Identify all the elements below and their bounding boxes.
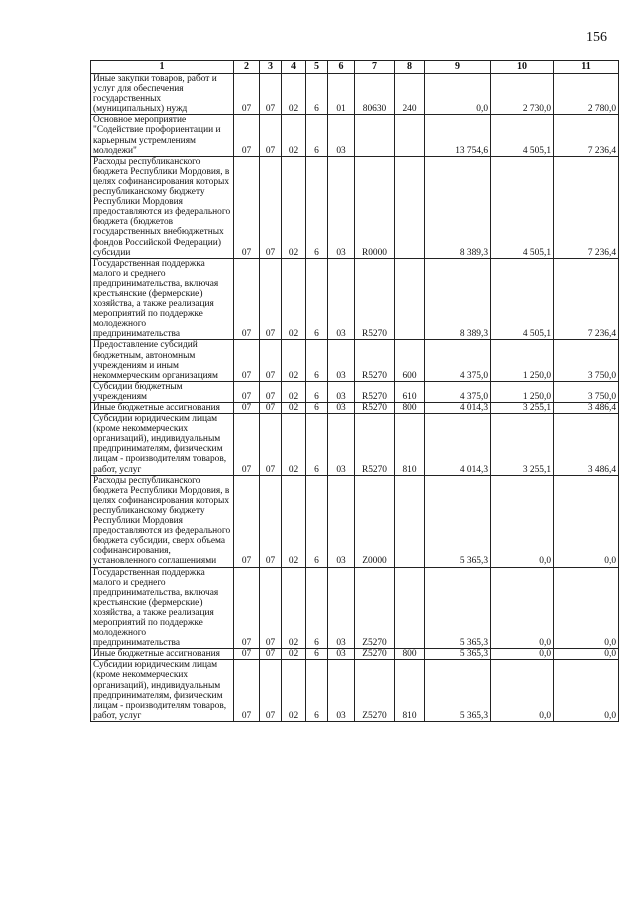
code-7-cell <box>355 115 395 156</box>
code-6-cell: 03 <box>328 115 355 156</box>
value-11-cell: 0,0 <box>554 475 619 567</box>
value-10-cell: 1 250,0 <box>491 340 554 381</box>
code-6-cell: 03 <box>328 340 355 381</box>
value-9-cell: 0,0 <box>425 74 491 115</box>
code-7-cell: Z0000 <box>355 475 395 567</box>
table-row <box>91 475 619 567</box>
value-11-cell: 3 486,4 <box>554 414 619 476</box>
code-8-cell <box>395 475 425 567</box>
code-3-cell: 07 <box>260 381 282 402</box>
value-11-cell: 3 750,0 <box>554 381 619 402</box>
code-3-cell: 07 <box>260 340 282 381</box>
code-5-cell: 6 <box>306 475 328 567</box>
code-7-cell: R5270 <box>355 381 395 402</box>
code-7-cell: 80630 <box>355 74 395 115</box>
code-5-cell: 6 <box>306 115 328 156</box>
value-10-cell: 0,0 <box>491 649 554 660</box>
code-8-cell <box>395 258 425 340</box>
code-6-cell: 03 <box>328 414 355 476</box>
code-3-cell: 07 <box>260 74 282 115</box>
value-10-cell: 0,0 <box>491 660 554 722</box>
code-8-cell: 610 <box>395 381 425 402</box>
code-3-cell: 07 <box>260 660 282 722</box>
code-5-cell: 6 <box>306 340 328 381</box>
header-cell: 8 <box>395 61 425 74</box>
value-10-cell: 4 505,1 <box>491 115 554 156</box>
value-10-cell: 0,0 <box>491 475 554 567</box>
page-number: 156 <box>586 30 607 45</box>
code-2-cell: 07 <box>234 340 260 381</box>
table-row <box>91 381 619 402</box>
table-row <box>91 414 619 476</box>
header-cell: 4 <box>282 61 306 74</box>
value-11-cell: 7 236,4 <box>554 156 619 258</box>
value-11-cell: 2 780,0 <box>554 74 619 115</box>
header-cell: 7 <box>355 61 395 74</box>
code-3-cell: 07 <box>260 258 282 340</box>
row-name-cell: Государственная поддержка малого и среднего предпринимательства, включая крестьянские (фермерские) хозяйства, а также реализация мероприятий по поддержке молодежного предпринимательства <box>91 258 234 340</box>
row-name-cell: Иные бюджетные ассигнования <box>91 649 234 660</box>
code-3-cell: 07 <box>260 156 282 258</box>
table-row <box>91 258 619 340</box>
code-6-cell: 03 <box>328 649 355 660</box>
value-9-cell: 4 375,0 <box>425 340 491 381</box>
row-name-cell: Расходы республиканского бюджета Республики Мордовия, в целях софинансирования которых республиканскому бюджету Республики Мордовия предоставляются из федерального бюджета (бюджетов государственных внебюджетных фондов Российской Федерации) субсидии <box>91 156 234 258</box>
code-4-cell: 02 <box>282 258 306 340</box>
value-9-cell: 5 365,3 <box>425 660 491 722</box>
code-3-cell: 07 <box>260 567 282 649</box>
code-7-cell: Z5270 <box>355 649 395 660</box>
value-10-cell: 0,0 <box>491 567 554 649</box>
code-5-cell: 6 <box>306 403 328 414</box>
table-row <box>91 115 619 156</box>
code-7-cell: Z5270 <box>355 567 395 649</box>
value-11-cell: 3 750,0 <box>554 340 619 381</box>
row-name-cell: Иные закупки товаров, работ и услуг для обеспечения государственных (муниципальных) нужд <box>91 74 234 115</box>
value-11-cell: 0,0 <box>554 649 619 660</box>
value-9-cell: 4 014,3 <box>425 414 491 476</box>
code-6-cell: 03 <box>328 258 355 340</box>
header-row <box>91 61 619 74</box>
code-7-cell: R5270 <box>355 403 395 414</box>
value-9-cell: 8 389,3 <box>425 258 491 340</box>
header-cell: 3 <box>260 61 282 74</box>
code-3-cell: 07 <box>260 403 282 414</box>
code-2-cell: 07 <box>234 381 260 402</box>
code-8-cell: 810 <box>395 414 425 476</box>
code-3-cell: 07 <box>260 649 282 660</box>
code-2-cell: 07 <box>234 258 260 340</box>
code-2-cell: 07 <box>234 414 260 476</box>
row-name-cell: Субсидии юридическим лицам (кроме некоммерческих организаций), индивидуальным предпринимателям, физическим лицам - производителям товаров, работ, услуг <box>91 660 234 722</box>
table-row <box>91 649 619 660</box>
value-9-cell: 5 365,3 <box>425 475 491 567</box>
code-6-cell: 03 <box>328 156 355 258</box>
code-8-cell: 600 <box>395 340 425 381</box>
value-9-cell: 5 365,3 <box>425 649 491 660</box>
code-8-cell <box>395 156 425 258</box>
table-row <box>91 74 619 115</box>
code-6-cell: 03 <box>328 475 355 567</box>
code-4-cell: 02 <box>282 74 306 115</box>
value-9-cell: 4 014,3 <box>425 403 491 414</box>
code-2-cell: 07 <box>234 115 260 156</box>
header-cell: 1 <box>91 61 234 74</box>
value-10-cell: 4 505,1 <box>491 258 554 340</box>
code-4-cell: 02 <box>282 403 306 414</box>
value-11-cell: 7 236,4 <box>554 258 619 340</box>
code-6-cell: 03 <box>328 567 355 649</box>
code-6-cell: 01 <box>328 74 355 115</box>
row-name-cell: Субсидии юридическим лицам (кроме некоммерческих организаций), индивидуальным предпринимателям, физическим лицам - производителям товаров, работ, услуг <box>91 414 234 476</box>
table-row <box>91 567 619 649</box>
code-8-cell: 240 <box>395 74 425 115</box>
value-9-cell: 8 389,3 <box>425 156 491 258</box>
table-row <box>91 403 619 414</box>
code-7-cell: R5270 <box>355 340 395 381</box>
value-9-cell: 13 754,6 <box>425 115 491 156</box>
code-6-cell: 03 <box>328 403 355 414</box>
code-4-cell: 02 <box>282 340 306 381</box>
value-9-cell: 5 365,3 <box>425 567 491 649</box>
code-2-cell: 07 <box>234 156 260 258</box>
value-11-cell: 0,0 <box>554 567 619 649</box>
header-cell: 11 <box>554 61 619 74</box>
row-name-cell: Расходы республиканского бюджета Республики Мордовия, в целях софинансирования которых республиканскому бюджету Республики Мордовия предоставляются из федерального бюджета субсидии, сверх объема софинансирования, установленного соглашениями <box>91 475 234 567</box>
code-5-cell: 6 <box>306 74 328 115</box>
header-cell: 9 <box>425 61 491 74</box>
code-4-cell: 02 <box>282 115 306 156</box>
code-4-cell: 02 <box>282 660 306 722</box>
code-7-cell: R0000 <box>355 156 395 258</box>
code-4-cell: 02 <box>282 156 306 258</box>
row-name-cell: Субсидии бюджетным учреждениям <box>91 381 234 402</box>
table-row <box>91 340 619 381</box>
value-10-cell: 4 505,1 <box>491 156 554 258</box>
code-8-cell: 810 <box>395 660 425 722</box>
code-4-cell: 02 <box>282 475 306 567</box>
row-name-cell: Предоставление субсидий бюджетным, автономным учреждениям и иным некоммерческим организациям <box>91 340 234 381</box>
code-2-cell: 07 <box>234 567 260 649</box>
value-9-cell: 4 375,0 <box>425 381 491 402</box>
value-11-cell: 3 486,4 <box>554 403 619 414</box>
code-7-cell: Z5270 <box>355 660 395 722</box>
code-5-cell: 6 <box>306 414 328 476</box>
row-name-cell: Государственная поддержка малого и среднего предпринимательства, включая крестьянские (фермерские) хозяйства, а также реализация мероприятий по поддержке молодежного предпринимательства <box>91 567 234 649</box>
code-4-cell: 02 <box>282 649 306 660</box>
value-10-cell: 2 730,0 <box>491 74 554 115</box>
code-7-cell: R5270 <box>355 414 395 476</box>
code-8-cell: 800 <box>395 649 425 660</box>
code-6-cell: 03 <box>328 660 355 722</box>
code-3-cell: 07 <box>260 414 282 476</box>
code-2-cell: 07 <box>234 403 260 414</box>
table-row <box>91 156 619 258</box>
code-4-cell: 02 <box>282 414 306 476</box>
row-name-cell: Иные бюджетные ассигнования <box>91 403 234 414</box>
header-cell: 6 <box>328 61 355 74</box>
code-8-cell <box>395 567 425 649</box>
value-10-cell: 3 255,1 <box>491 403 554 414</box>
code-3-cell: 07 <box>260 475 282 567</box>
header-cell: 2 <box>234 61 260 74</box>
budget-table <box>90 60 619 722</box>
row-name-cell: Основное мероприятие "Содействие профориентации и карьерным устремлениям молодежи" <box>91 115 234 156</box>
code-2-cell: 07 <box>234 660 260 722</box>
table-row <box>91 660 619 722</box>
header-cell: 10 <box>491 61 554 74</box>
code-8-cell <box>395 115 425 156</box>
code-5-cell: 6 <box>306 381 328 402</box>
code-2-cell: 07 <box>234 475 260 567</box>
code-5-cell: 6 <box>306 567 328 649</box>
code-4-cell: 02 <box>282 567 306 649</box>
value-11-cell: 0,0 <box>554 660 619 722</box>
value-10-cell: 1 250,0 <box>491 381 554 402</box>
code-8-cell: 800 <box>395 403 425 414</box>
code-2-cell: 07 <box>234 649 260 660</box>
code-3-cell: 07 <box>260 115 282 156</box>
code-5-cell: 6 <box>306 156 328 258</box>
code-5-cell: 6 <box>306 258 328 340</box>
code-4-cell: 02 <box>282 381 306 402</box>
code-6-cell: 03 <box>328 381 355 402</box>
code-2-cell: 07 <box>234 74 260 115</box>
code-5-cell: 6 <box>306 649 328 660</box>
value-10-cell: 3 255,1 <box>491 414 554 476</box>
header-cell: 5 <box>306 61 328 74</box>
code-7-cell: R5270 <box>355 258 395 340</box>
code-5-cell: 6 <box>306 660 328 722</box>
value-11-cell: 7 236,4 <box>554 115 619 156</box>
